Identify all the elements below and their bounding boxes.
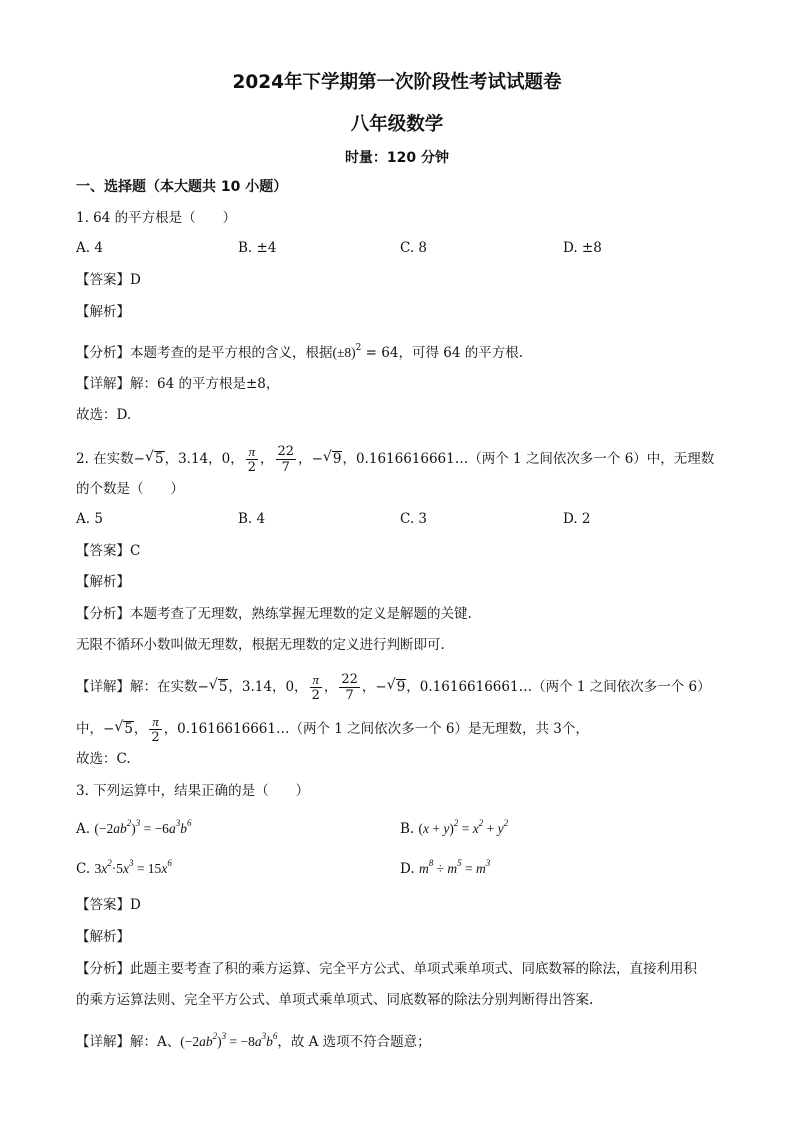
section-heading: 一、选择题（本大题共 10 小题）: [76, 179, 288, 195]
q3-fenxi1: 【分析】此题主要考查了积的乘方运算、完全平方公式、单项式乘单项式、同底数幂的除法，直接利用积: [76, 961, 697, 977]
q1-guxuan: 故选：D.: [76, 407, 132, 423]
q3-fenxi2: 的乘方运算法则、完全平方公式、单项式乘单项式、同底数幂的除法分别判断得出答案.: [76, 992, 594, 1008]
q3-jiexi: 【解析】: [76, 929, 130, 945]
q3-option-c: C. $3x^2\cdot 5x^3 = 15x^6$: [76, 858, 172, 877]
q2-option-c: C. 3: [400, 511, 428, 527]
q1-fenxi: 【分析】本题考查的是平方根的含义，根据$(\pm 8)^2 = 64$，可得 64 的平方根.: [76, 343, 524, 361]
q2-option-b: B. 4: [238, 511, 266, 527]
q1-option-d: D. ±8: [563, 240, 602, 256]
exam-subtitle: 八年级数学: [350, 114, 444, 135]
q3-stem: 3. 下列运算中，结果正确的是（ ）: [76, 783, 310, 799]
q1-option-a: A. 4: [76, 240, 103, 256]
q2-xiangjie2: 中，−√ 5， $\frac{\pi}{2}$ ，0.1616616661…（两个 1 之间依次多一个 6）是无理数，共 3个，: [76, 714, 589, 745]
q2-stem: 2. 在实数−√ 5，3.14，0， $\frac{\pi}{2}$ ， $\frac{22}{7}$ ，−√ 9，0.1616616661…（两个 1 之间依次多一个 6）中，无理数: [76, 444, 714, 475]
q1-jiexi: 【解析】: [76, 304, 130, 320]
q3-answer: 【答案】D: [76, 897, 141, 913]
frac-22-7: $\frac{22}{7}$: [277, 444, 295, 475]
sqrt5: √ 5: [145, 450, 165, 468]
q2-jiexi: 【解析】: [76, 574, 130, 590]
q2-guxuan: 故选：C.: [76, 751, 131, 767]
q2-xiangjie: 【详解】解：在实数−√ 5，3.14，0， $\frac{\pi}{2}$ ， $\frac{22}{7}$ ，−√ 9，0.1616616661…（两个 1 之间依次多一个 6）: [76, 672, 711, 703]
q3-option-a: A. $(-2ab^2)^3 = -6a^3b^6$: [76, 818, 192, 837]
q2-fenxi: 【分析】本题考查了无理数，熟练掌握无理数的定义是解题的关键.: [76, 606, 472, 622]
q2-stem-end: 的个数是（ ）: [76, 481, 184, 497]
q3-option-d: D. $m^8 \div m^5 = m^3$: [400, 858, 491, 877]
q1-answer: 【答案】D: [76, 272, 141, 288]
q1-stem: 1. 64 的平方根是（ ）: [76, 210, 237, 226]
frac-pi-2: $\frac{\pi}{2}$: [247, 444, 257, 475]
q2-option-a: A. 5: [76, 511, 103, 527]
exam-title: 2024年下学期第一次阶段性考试试题卷: [232, 72, 562, 93]
sqrt9: √ 9: [323, 450, 343, 468]
q2-fenxi2: 无限不循环小数叫做无理数，根据无理数的定义进行判断即可.: [76, 637, 445, 653]
q3-xiangjie: 【详解】解：A、$(-2ab^2)^3 = -8a^3b^6$，故 A 选项不符合题意；: [76, 1031, 431, 1050]
q1-option-b: B. ±4: [238, 240, 277, 256]
exam-time: 时量：120 分钟: [344, 150, 450, 166]
q1-xiangjie: 【详解】解：64 的平方根是±8，: [76, 376, 280, 392]
q2-option-d: D. 2: [563, 511, 591, 527]
q2-answer: 【答案】C: [76, 543, 141, 559]
q3-option-b: B. $(x + y)^2 = x^2 + y^2$: [400, 818, 509, 837]
q1-option-c: C. 8: [400, 240, 428, 256]
